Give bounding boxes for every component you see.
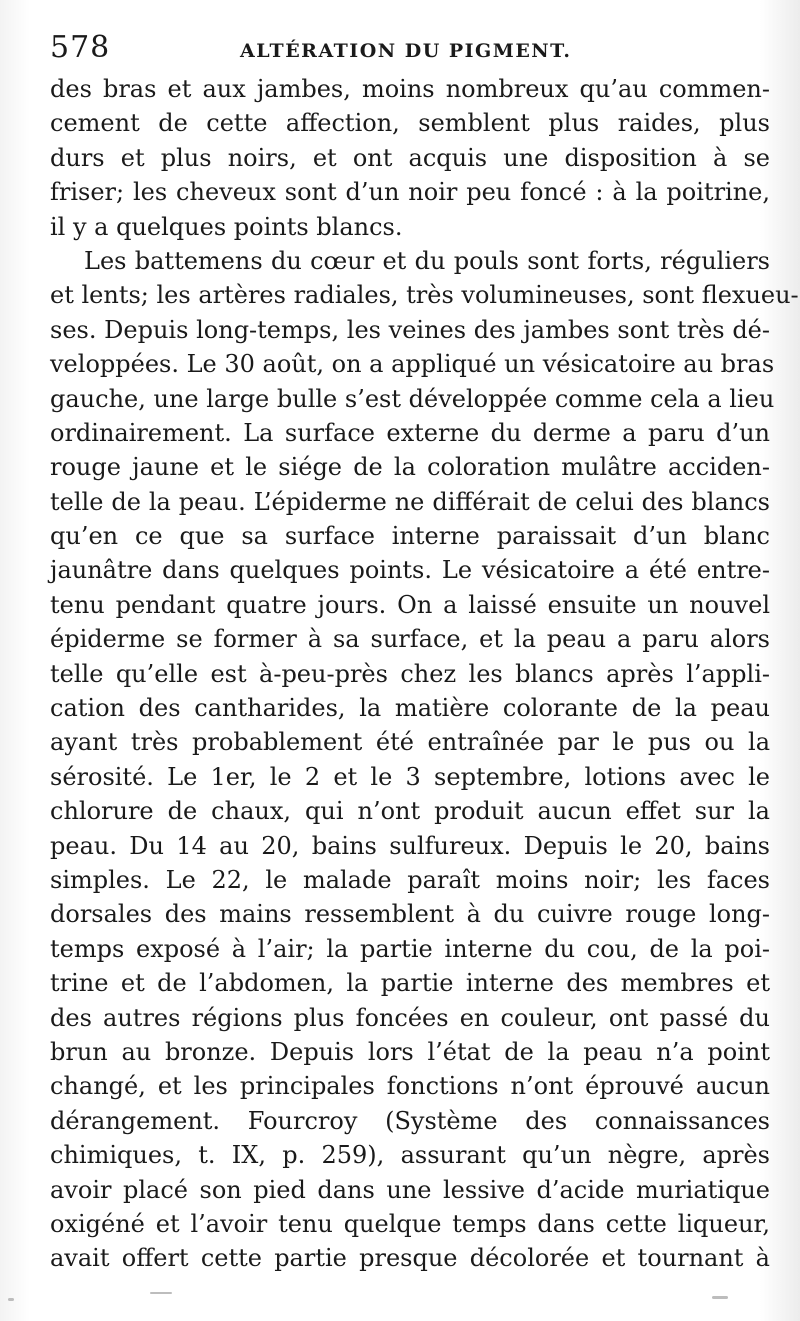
ink-speck	[712, 1296, 728, 1299]
text-line: tenu pendant quatre jours. On a laissé ensuite un nouvel	[50, 590, 770, 619]
text-line: oxigéné et l’avoir tenu quelque temps dans cette liqueur,	[50, 1209, 770, 1238]
text-line: ses. Depuis long-temps, les veines des jambes sont très dé-	[50, 315, 770, 344]
text-line: friser; les cheveux sont d’un noir peu foncé : à la poitrine,	[50, 178, 770, 207]
text-line: peau. Du 14 au 20, bains sulfureux. Depuis le 20, bains	[50, 831, 770, 860]
text-line: rouge jaune et le siége de la coloration mulâtre acciden-	[50, 453, 770, 482]
page-bottom-marks	[0, 1270, 800, 1321]
text-line: dérangement. Fourcroy (Système des connaissances	[50, 1106, 770, 1135]
text-line: changé, et les principales fonctions n’ont éprouvé aucun	[50, 1072, 770, 1101]
text-line: durs et plus noirs, et ont acquis une disposition à se	[50, 143, 770, 172]
text-line: telle qu’elle est à-peu-près chez les blancs après l’appli-	[50, 659, 770, 688]
text-line: avoir placé son pied dans une lessive d’acide muriatique	[50, 1175, 770, 1204]
ink-speck	[150, 1292, 172, 1294]
text-line: jaunâtre dans quelques points. Le vésicatoire a été entre-	[50, 556, 770, 585]
text-line: chlorure de chaux, qui n’ont produit aucun effet sur la	[50, 797, 770, 826]
text-line: ayant très probablement été entraînée par le pus ou la	[50, 728, 770, 757]
text-line: des autres régions plus foncées en couleur, ont passé du	[50, 1003, 770, 1032]
body-text	[50, 72, 799, 1276]
text-line: cement de cette affection, semblent plus raides, plus	[50, 109, 770, 138]
page-header	[50, 30, 770, 70]
text-line: avait offert cette partie presque décolorée et tournant à	[50, 1244, 770, 1273]
text-line: brun au bronze. Depuis lors l’état de la peau n’a point	[50, 1037, 770, 1066]
text-line: gauche, une large bulle s’est développée comme cela a lieu	[50, 384, 775, 413]
text-line: cation des cantharides, la matière colorante de la peau	[50, 694, 770, 723]
page-number: 578	[50, 30, 111, 65]
running-title: ALTÉRATION DU PIGMENT.	[240, 40, 572, 62]
text-line: et lents; les artères radiales, très volumineuses, sont flexueu-	[50, 281, 799, 310]
text-line: épiderme se former à sa surface, et la peau a paru alors	[50, 625, 770, 654]
text-line: sérosité. Le 1er, le 2 et le 3 septembre, lotions avec le	[50, 762, 770, 791]
text-line: veloppées. Le 30 août, on a appliqué un vésicatoire au bras	[50, 350, 775, 379]
text-line: simples. Le 22, le malade paraît moins noir; les faces	[50, 865, 770, 894]
text-line: ordinairement. La surface externe du derme a paru d’un	[50, 418, 770, 447]
text-line: des bras et aux jambes, moins nombreux qu’au commen-	[50, 75, 770, 103]
text-line: trine et de l’abdomen, la partie interne des membres et	[50, 969, 770, 998]
text-line: il y a quelques points blancs.	[50, 212, 403, 241]
paragraph-start-line: Les battemens du cœur et du pouls sont forts, réguliers	[84, 246, 770, 275]
text-line: dorsales des mains ressemblent à du cuivre rouge long-	[50, 900, 770, 929]
text-line: telle de la peau. L’épiderme ne différait de celui des blancs	[50, 487, 770, 516]
ink-speck	[8, 1298, 14, 1301]
text-line: chimiques, t. IX, p. 259), assurant qu’un nègre, après	[50, 1141, 770, 1170]
text-line: qu’en ce que sa surface interne paraissait d’un blanc	[50, 522, 770, 551]
text-line: temps exposé à l’air; la partie interne du cou, de la poi-	[50, 934, 770, 963]
